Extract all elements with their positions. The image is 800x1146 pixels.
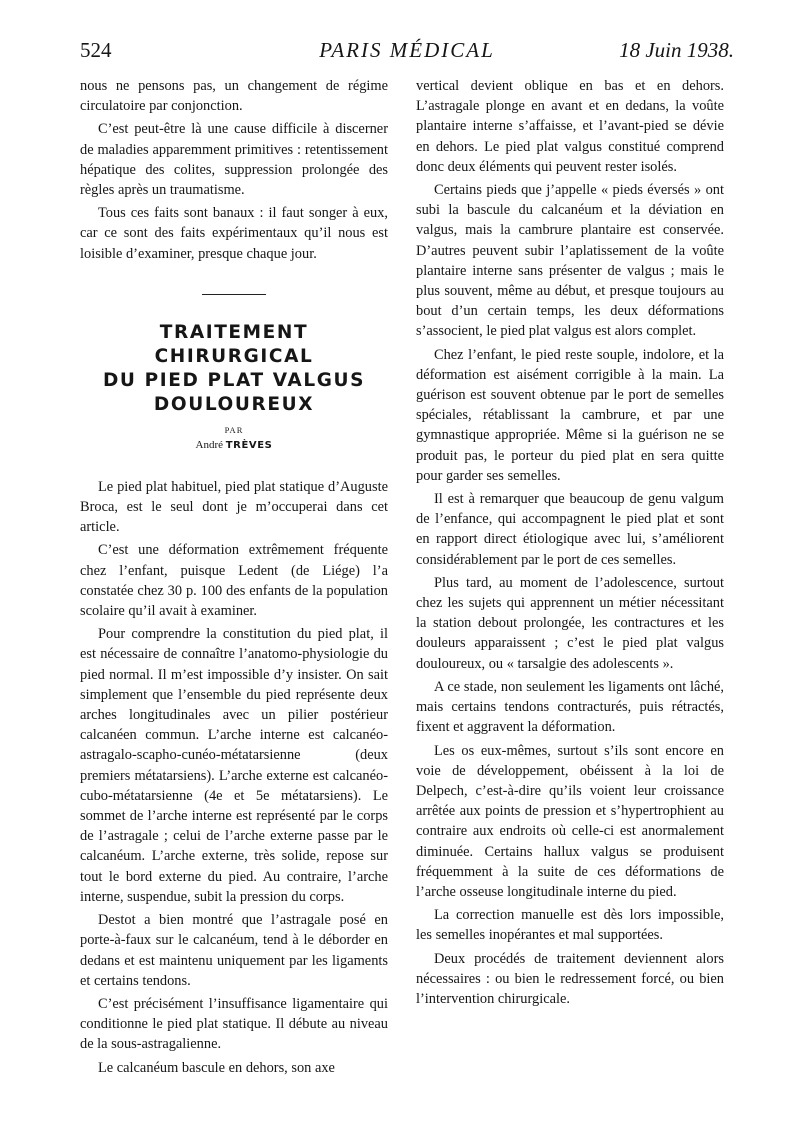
article-title (80, 321, 388, 417)
paragraph: Le calcanéum bascule en dehors, son axe (98, 1059, 335, 1076)
paragraph: Le pied plat habituel, pied plat statique d’Auguste Broca, est le seul dont je m’occuperai dans cet article. (80, 478, 388, 536)
paragraph: Il est à remarquer que beaucoup de genu valgum de l’enfance, qui accompagnent le pied plat et sont en rapport direct étiologique avec lui, s’améliorent considérablement par le port de ces semelles. (416, 491, 724, 568)
paragraph: vertical devient oblique en bas et en dehors. L’astragale plonge en avant et en dedans, la voûte plantaire interne s’affaisse, et l’avant-pied se dévie en dehors. Le pied plat valgus constitué comprend donc deux éléments qui peuvent rester isolés. (416, 78, 724, 175)
paragraph: Certains pieds que j’appelle « pieds éversés » ont subi la bascule du calcanéum et la déviation en valgus, mais la cambrure plantaire est conservée. D’autres peuvent subir l’aplatissement de la voûte plantaire interne sans présenter de valgus ; mais le plus souvent, même au début, et presque toujours au bout d’un certain temps, les deux déformations s’associent, le pied plat valgus est alors complet. (416, 182, 724, 340)
paragraph: Deux procédés de traitement deviennent alors nécessaires : ou bien le redressement forcé, ou bien l’intervention chirurgicale. (416, 950, 724, 1007)
title-line: DU PIED PLAT VALGUS (102, 369, 366, 391)
journal-title: PARIS MÉDICAL (319, 38, 495, 62)
paragraph: Tous ces faits sont banaux : il faut songer à eux, car ce sont des faits expérimentaux qu’il nous est loisible d’examiner, presque chaque jour. (80, 205, 388, 262)
author-last-name: TRÈVES (225, 439, 273, 451)
paragraph: La correction manuelle est dès lors impossible, les semelles inopérantes et mal supportées. (416, 907, 724, 944)
paragraph: C’est une déformation extrêmement fréquente chez l’enfant, puisque Ledent (de Liége) l’a constatée chez 30 p. 100 des enfants de la population scolaire qu’il avait à examiner. (80, 542, 388, 620)
right-column (416, 76, 724, 1009)
page-number: 524 (80, 38, 112, 62)
paragraph: A ce stade, non seulement les ligaments ont lâché, mais certains tendons contracturés, puis rétractés, fixent et aggravent la déformation. (416, 678, 724, 736)
paragraph: Chez l’enfant, le pied reste souple, indolore, et la déformation est aisément corrigible à la main. La guérison est souvent obtenue par le port de semelles spéciales, rétablissant la cambrure, et par une gymnastique appropriée. Même si la guérison ne se produit pas, le porteur du pied plat en sera quitte pour garder ses semelles. (416, 346, 724, 484)
issue-date: 18 Juin 1938. (619, 38, 734, 62)
paragraph: C’est précisément l’insuffisance ligamentaire qui conditionne le pied plat statique. Il débute au niveau de la sous-astragalienne. (80, 995, 388, 1053)
page-header (80, 38, 734, 66)
title-line: DOULOUREUX (153, 393, 315, 415)
paragraph: nous ne pensons pas, un changement de régime circulatoire par conjonction. (80, 78, 388, 115)
paragraph: C’est peut-être là une cause difficile à discerner de maladies apparemment primitives : retentissement hépatique des colites, suppression prolongée des règles après un traumatisme. (80, 121, 388, 199)
paragraph: Les os eux-mêmes, surtout s’ils sont encore en voie de développement, obéissent à la loi de Delpech, c’est-à-dire qu’ils voient leur croissance arrêtée aux points de pression et s’hypertrophient au contraire aux endroits où celle-ci est anormalement diminuée. Certains hallux valgus se produisent fréquemment à la suite de ces déformations de l’arche osseuse longitudinale interne du pied. (416, 742, 724, 900)
section-separator (202, 294, 266, 295)
title-line: TRAITEMENT (159, 321, 309, 343)
left-column (80, 76, 388, 1078)
byline-par: PAR (224, 424, 244, 435)
title-line: CHIRURGICAL (154, 345, 314, 367)
paragraph: Pour comprendre la constitution du pied plat, il est nécessaire de connaître l’anatomo-physiologie du pied normal. Il m’est impossible d’y insister. On sait simplement que l’ensemble du pied représente deux arches longitudinales avec un pilier postérieur calcanéen commun. L’arche interne est calcanéo-astragalo-scapho-cunéo-métatarsienne (deux premiers métatarsiens). L’arche externe est calcanéo-cubo-métatarsienne (4e et 5e métatarsiens). Le sommet de l’arche interne est représenté par le corps de l’astragale ; celui de l’arche externe passe par le calcanéum. L’arche externe, très solide, repose sur tout le bord externe du pied. Au contraire, l’arche interne, suspendue, subit la pression du corps. (80, 626, 388, 905)
author-byline (80, 439, 388, 451)
paragraph: Destot a bien montré que l’astragale posé en porte-à-faux sur le calcanéum, tend à le déborder en dedans et est maintenu uniquement par les ligaments et certains tendons. (80, 912, 388, 989)
paragraph: Plus tard, au moment de l’adolescence, surtout chez les sujets qui apprennent un métier nécessitant la station debout prolongée, les contractures et les douleurs apparaissent ; c’est le pied plat valgus douloureux, ou « tarsalgie des adolescents ». (416, 574, 724, 672)
author-first-name: André (195, 438, 223, 451)
